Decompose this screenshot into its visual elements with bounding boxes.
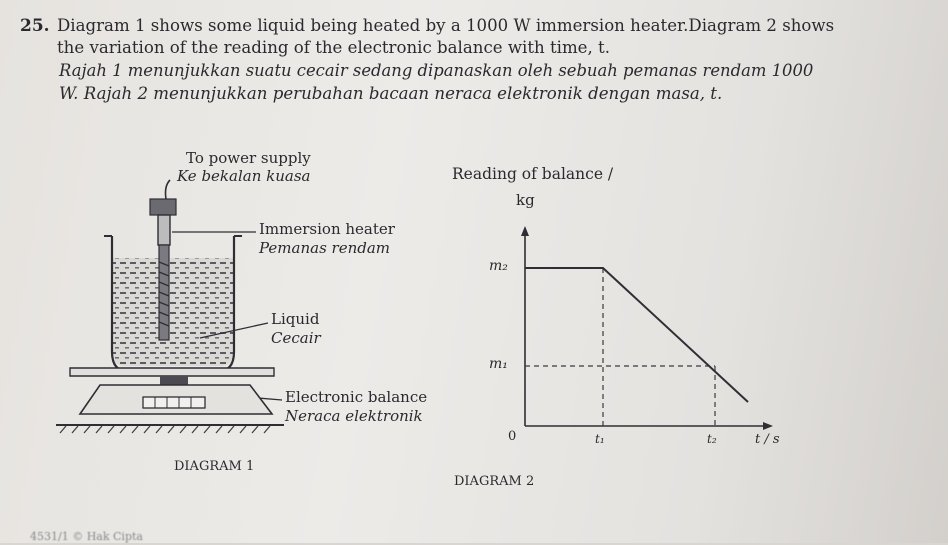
reading-line bbox=[525, 268, 748, 402]
question-number: 25. bbox=[20, 16, 50, 36]
graph-tick-t1: t₁ bbox=[595, 432, 605, 446]
question-malay-line-2: W. Rajah 2 menunjukkan perubahan bacaan neraca elektronik dengan masa, t. bbox=[59, 84, 723, 103]
label-liquid-ms: Cecair bbox=[271, 329, 321, 347]
graph-tick-m2: m₂ bbox=[489, 258, 508, 274]
graph-xlabel: t / s bbox=[755, 432, 780, 447]
graph-origin: 0 bbox=[508, 429, 517, 444]
label-balance-ms: Neraca elektronik bbox=[285, 407, 423, 425]
label-power-supply-ms: Ke bekalan kuasa bbox=[177, 167, 311, 185]
question-malay-line-1: Rajah 1 menunjukkan suatu cecair sedang dipanaskan oleh sebuah pemanas rendam 1000 bbox=[59, 61, 814, 80]
x-axis bbox=[525, 422, 773, 430]
label-liquid-en: Liquid bbox=[271, 310, 320, 328]
y-axis bbox=[521, 226, 529, 426]
graph-ylabel-line-1: Reading of balance / bbox=[452, 165, 614, 183]
label-balance-en: Electronic balance bbox=[285, 388, 428, 406]
diagram-1-caption: DIAGRAM 1 bbox=[174, 459, 255, 474]
label-heater-ms: Pemanas rendam bbox=[259, 239, 391, 257]
label-power-supply-en: To power supply bbox=[186, 149, 311, 167]
footer-text: 4531/1 © Hak Cipta bbox=[30, 530, 143, 543]
guide-lines bbox=[525, 268, 715, 426]
graph-tick-t2: t₂ bbox=[707, 432, 717, 446]
label-heater-en: Immersion heater bbox=[259, 220, 395, 238]
diagram-2-caption: DIAGRAM 2 bbox=[454, 474, 535, 489]
question-english-line-1: Diagram 1 shows some liquid being heated by a 1000 W immersion heater.Diagram 2 shows bbox=[57, 16, 835, 35]
question-english-line-2: the variation of the reading of the electronic balance with time, t. bbox=[57, 38, 610, 57]
graph-ylabel-line-2: kg bbox=[516, 191, 535, 209]
graph-tick-m1: m₁ bbox=[489, 356, 508, 372]
